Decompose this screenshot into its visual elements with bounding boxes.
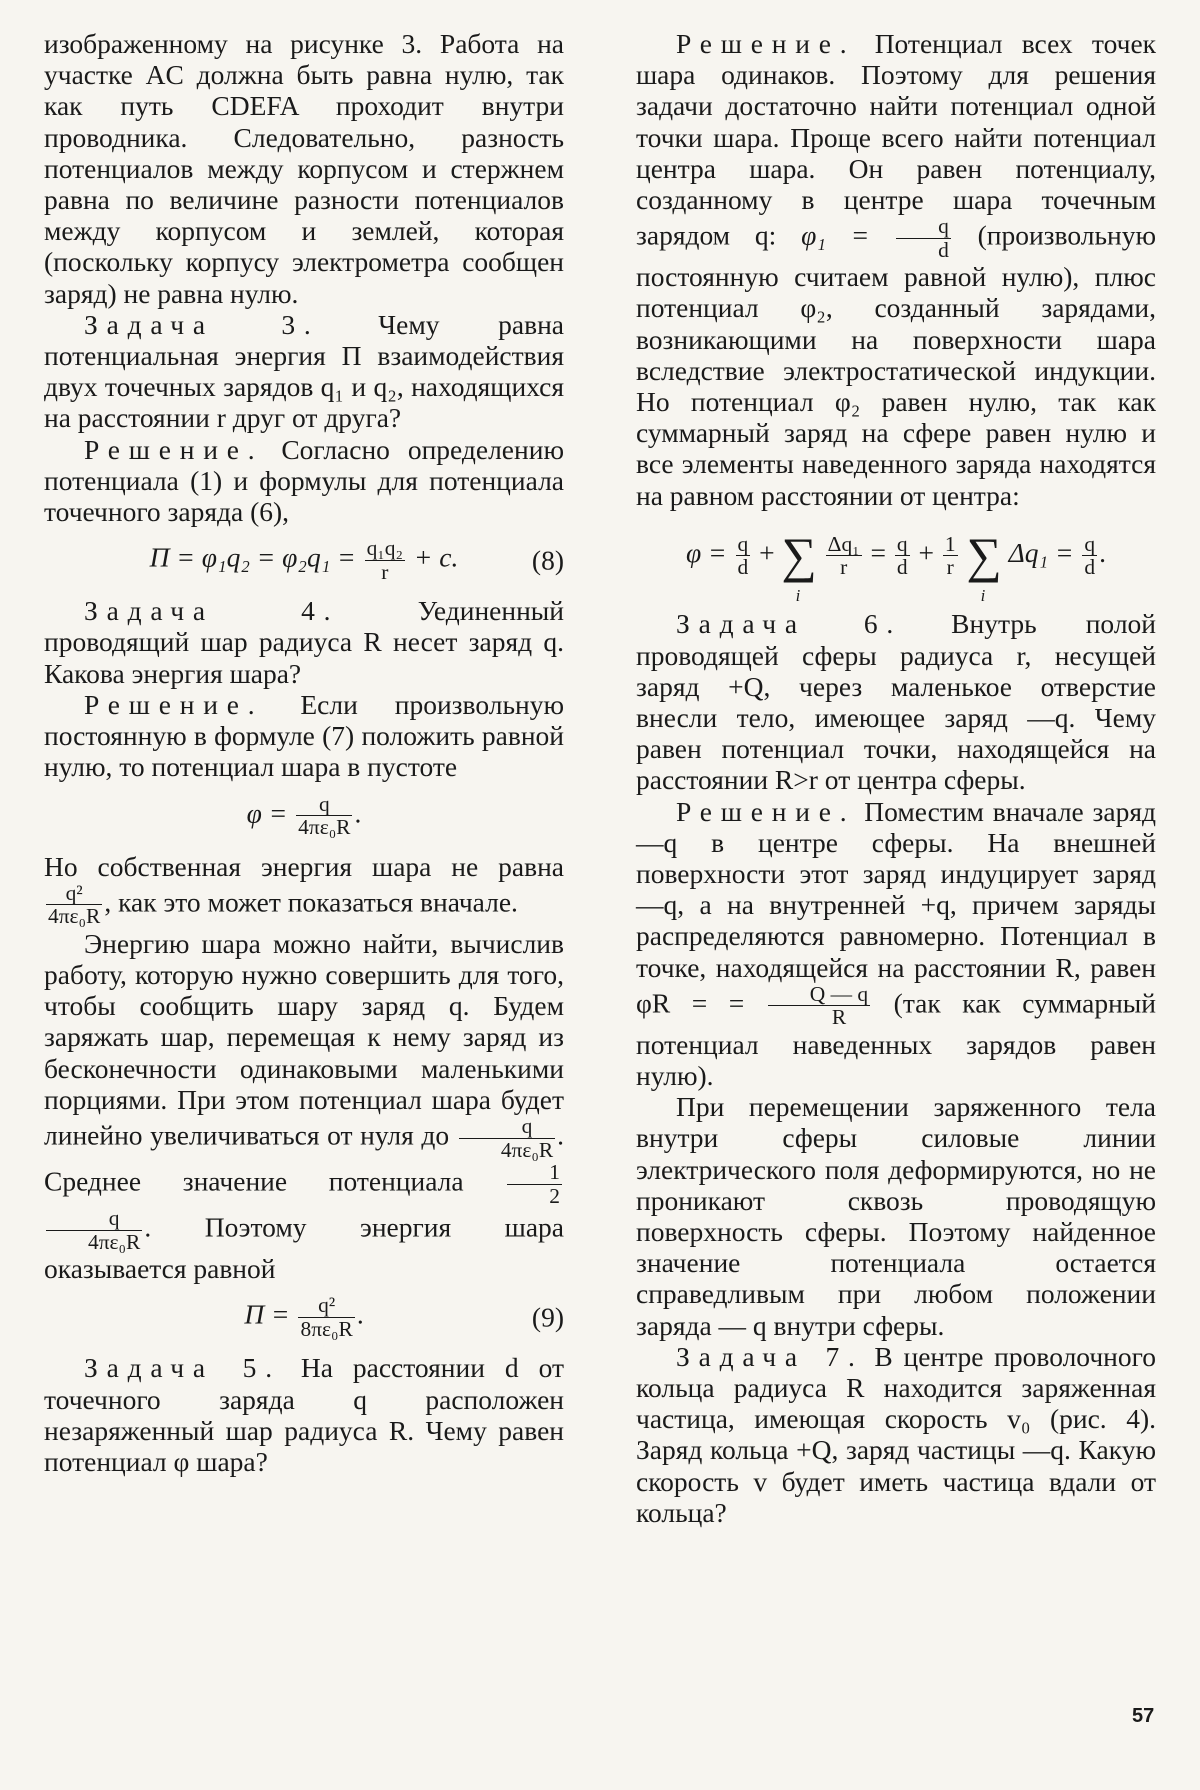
formula-phi: [44, 793, 564, 839]
solution-6-equals: =: [728, 987, 745, 1019]
formula-8-right: + c.: [413, 541, 459, 573]
task-6-text: Внутрь полой проводящей сферы радиуса r, несущей заряд +Q, через маленькое отверстие внесли тело, имеющее заряд —q. Чему равен потенциал точки, находящейся на расстоянии R>r от центра сферы.: [636, 608, 1157, 796]
sigma-symbol-2: [966, 527, 1002, 606]
self-energy-den: 4πε₀R: [48, 904, 101, 929]
solution-5-num: q: [896, 215, 951, 239]
formula-sum-dot: .: [1099, 536, 1107, 568]
formula-sum-num-3: q: [896, 531, 908, 556]
task-5-label: Задача 5.: [84, 1352, 281, 1384]
right-column: [636, 28, 1156, 1528]
energy-fraction-2: [46, 1207, 142, 1253]
formula-sum-frac-1: [736, 533, 751, 579]
formula-sum-den-2: r: [840, 555, 848, 580]
self-energy-num: q²: [46, 882, 102, 906]
paragraph-self-energy: [44, 851, 564, 928]
solution-5-text-2: (произвольную постоянную считаем равной нулю), плюс потенциал φ₂, созданный зарядами, возникающими на поверхности шара вследствие электростатической индукции. Но потенциал φ₂ равен нулю, так как суммарный заряд на сфере равен нулю и все элементы наведенного заряда находятся на равном расстоянии от центра:: [636, 219, 1157, 511]
task-3: [44, 309, 564, 434]
task-7: [636, 1341, 1156, 1528]
solution-6-den: R: [831, 1005, 847, 1030]
solution-5-den: d: [938, 237, 949, 262]
solution-6-text-1: Поместим вначале заряд —q в центре сферы. На внешней поверхности этот заряд индуцирует заряд —q, а на внутренней +q, причем заряды распределяются равномерно. Потенциал в точке, находящейся на расстоянии R, равен φR =: [636, 795, 1157, 1019]
task-4: [44, 595, 564, 689]
formula-8: [44, 537, 564, 583]
paragraph-continuation: изображенному на рисунке 3. Работа на участке AC должна быть равна нулю, так как путь CDEFA проходит внутри проводника. Следовательно, разность потенциалов между корпусом и стержнем равна по величине разности потенциалов между корпусом и землей, которая (поскольку корпусу электрометра сообщен заряд) не равна нулю.: [44, 28, 564, 309]
formula-phi-fraction: [296, 793, 352, 839]
formula-9-den: 8πε₀R: [300, 1316, 353, 1341]
formula-sum-frac-4: [943, 533, 958, 579]
energy-half-num: 1: [507, 1161, 562, 1185]
formula-phi-dot: .: [354, 796, 362, 828]
formula-8-left: П = φ₁q₂ = φ₂q₁ =: [149, 541, 356, 573]
formula-sum-num-1: q: [737, 531, 749, 556]
formula-9-fraction: [298, 1294, 354, 1340]
task-7-label: Задача 7.: [676, 1340, 864, 1372]
solution-6-text-2: (так как суммарный потенциал наведенных зарядов равен нулю).: [636, 987, 1156, 1092]
formula-sum-frac-2: [826, 533, 862, 579]
solution-5-phi1: φ₁ =: [801, 219, 870, 251]
task-4-label: Задача 4.: [84, 595, 340, 627]
paragraph-energy: [44, 928, 564, 1285]
formula-sum-num-2: Δq₁: [827, 531, 860, 556]
formula-sum-plus-1: +: [759, 536, 775, 568]
formula-sum-den-3: d: [896, 555, 908, 580]
self-energy-fraction: [46, 882, 102, 928]
solution-3-label: Решение.: [84, 433, 264, 465]
solution-3-text: Согласно определению потенциала (1) и формулы для потенциала точечного заряда (6),: [44, 433, 564, 528]
paragraph-movement: При перемещении заряженного тела внутри сферы силовые линии электрического поля деформируются, но не проникают сквозь проводящую поверхность сферы. Поэтому найденное значение потенциала остается справедливым при любом положении заряда — q внутри сферы.: [636, 1091, 1156, 1341]
formula-sum-den-5: d: [1084, 555, 1096, 580]
formula-sum-equals: =: [870, 536, 887, 568]
formula-9-dot: .: [356, 1298, 364, 1330]
energy-text-2: . Среднее значение потенциала: [44, 1119, 565, 1197]
solution-5-label: Решение.: [676, 28, 856, 59]
formula-9-left: П =: [244, 1298, 290, 1330]
task-7-text: В центре проволочного кольца радиуса R находится заряженная частица, имеющая скорость v₀ (рис. 4). Заряд кольца +Q, заряд частицы —q. Какую скорость v будет иметь частица вдали от кольца?: [636, 1340, 1156, 1528]
sigma-glyph-2: ∑: [966, 527, 1002, 583]
formula-8-fraction: [365, 537, 405, 583]
solution-3: [44, 434, 564, 528]
formula-sum: [636, 527, 1156, 606]
formula-phi-num: q: [296, 793, 352, 817]
energy-fraction-1: [459, 1115, 555, 1161]
energy-den-2: 4πε₀R: [88, 1229, 141, 1254]
solution-6-num: Q — q: [768, 983, 870, 1007]
task-6: [636, 608, 1156, 795]
formula-sum-den-1: d: [737, 555, 749, 580]
page-number: 57: [1132, 1705, 1155, 1727]
formula-sum-frac-3: [895, 533, 910, 579]
task-3-text: Чему равна потенциальная энергия П взаимодействия двух точечных зарядов q₁ и q₂, находящихся на расстоянии r друг от друга?: [44, 308, 564, 434]
solution-4: [44, 689, 564, 783]
formula-sum-num-4: 1: [944, 531, 956, 556]
formula-phi-left: φ =: [246, 796, 288, 828]
solution-6-label: Решение.: [676, 795, 856, 827]
self-energy-text-1: Но собственная энергия шара не равна: [44, 850, 564, 882]
solution-5-text-1: Потенциал всех точек шара одинаков. Поэтому для решения задачи достаточно найти потенциал одной точки шара. Проще всего найти потенциал центра шара. Он равен потенциалу, созданному в центре шара точечным зарядом q:: [636, 28, 1157, 251]
task-6-label: Задача 6.: [676, 608, 903, 640]
formula-9-num: q²: [298, 1294, 354, 1318]
formula-sum-den-4: r: [946, 555, 954, 580]
solution-4-text: Если произвольную постоянную в формуле (7) положить равной нулю, то потенциал шара в пустоте: [44, 688, 565, 783]
energy-half-den: 2: [549, 1183, 560, 1208]
solution-6: [636, 796, 1156, 1092]
energy-half-fraction: [507, 1161, 562, 1207]
solution-5: [636, 28, 1156, 511]
sigma-glyph-1: ∑: [781, 527, 817, 583]
solution-6-fraction: [768, 983, 870, 1029]
sigma-index-2: i: [980, 586, 986, 606]
sigma-symbol-1: [781, 527, 817, 606]
left-column: [44, 28, 564, 1477]
formula-9: [44, 1294, 564, 1340]
solution-4-label: Решение.: [84, 688, 264, 720]
equation-number-8: (8): [531, 544, 564, 576]
energy-text-1: Энергию шара можно найти, вычислив работу, которую нужно совершить для того, чтобы сообщить шару заряд q. Будем заряжать шар, перемещая к нему заряд из бесконечности одинаковыми маленькими порциями. При этом потенциал шара будет линейно увеличиваться от нуля до: [44, 927, 564, 1151]
formula-sum-left: φ =: [685, 536, 727, 568]
formula-sum-frac-5: [1082, 533, 1097, 579]
task-3-label: Задача 3.: [84, 308, 320, 340]
energy-text-3: . Поэтому энергия шара оказывается равной: [44, 1211, 564, 1285]
task-5-text: На расстоянии d от точечного заряда q расположен незаряженный шар радиуса R. Чему равен потенциал φ шара?: [44, 1352, 564, 1477]
energy-num-2: q: [46, 1207, 142, 1231]
formula-sum-plus-2: +: [918, 536, 935, 568]
equation-number-9: (9): [531, 1301, 564, 1333]
formula-sum-num-5: q: [1084, 531, 1096, 556]
solution-5-fraction: [896, 215, 951, 261]
task-5: [44, 1352, 564, 1477]
sigma-index-1: i: [795, 586, 801, 606]
formula-sum-dq: Δq₁ =: [1008, 536, 1074, 568]
self-energy-text-2: , как это может показаться вначале.: [104, 886, 518, 918]
energy-den-1: 4πε₀R: [500, 1137, 554, 1162]
formula-8-num: q₁q₂: [366, 536, 403, 561]
energy-num-1: q: [459, 1115, 555, 1139]
formula-phi-den: 4πε₀R: [298, 815, 351, 840]
formula-8-den: r: [381, 559, 389, 584]
task-4-text: Уединенный проводящий шар радиуса R несет заряд q. Какова энергия шара?: [44, 595, 564, 689]
